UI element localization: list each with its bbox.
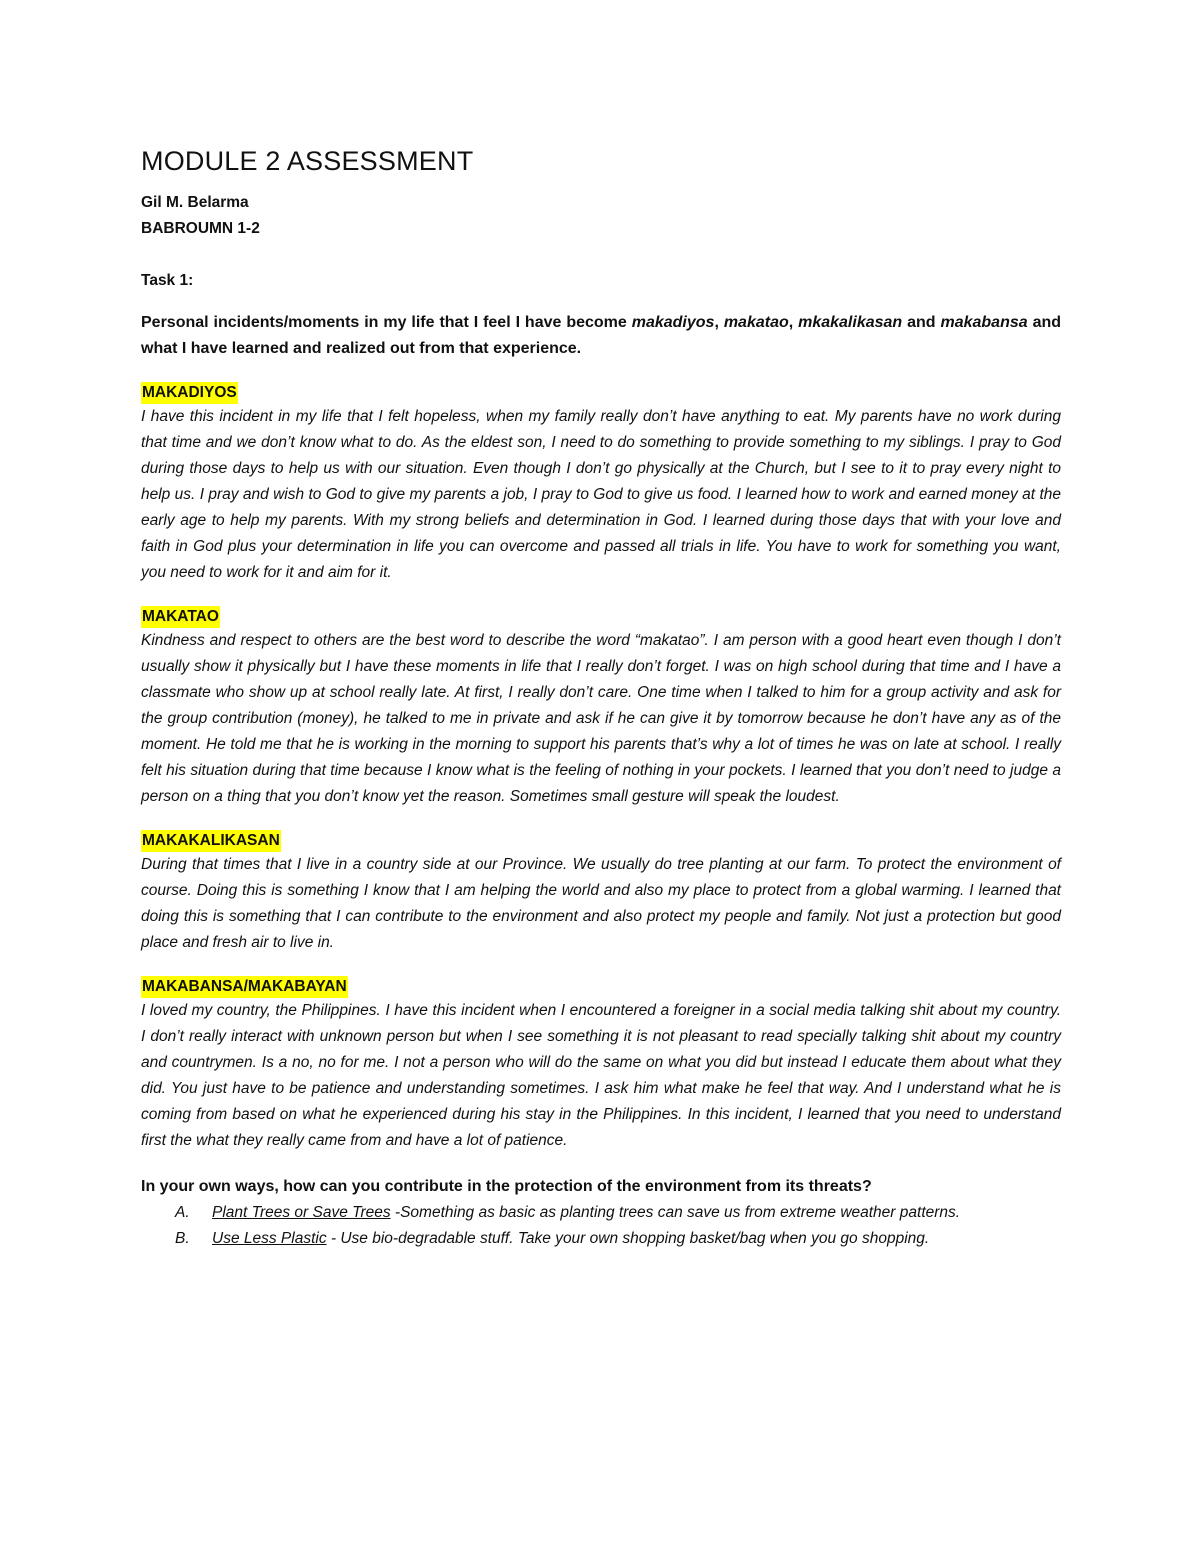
author-name: Gil M. Belarma — [141, 194, 249, 211]
document-title: MODULE 2 ASSESSMENT — [141, 146, 474, 176]
answer-text: -Something as basic as planting trees can save us from extreme weather patterns. — [390, 1204, 961, 1221]
section-heading: MAKADIYOS — [141, 382, 238, 404]
prompt-text: Personal incidents/moments in my life that I feel I have become — [141, 314, 632, 331]
keyword-makabansa: makabansa — [940, 314, 1028, 331]
prompt-text-end: and what I have learned and realized out from that experience. — [141, 314, 1062, 357]
section-body: During that times that I live in a country side at our Province. We usually do tree planting at our farm. To protect the environment of course. Doing this is something I know that I am helping the world and also my place to protect from a global warming. I learned that doing this is something that I can contribute to the environment and also protect my people and family. Not just a protection but good place and fresh air to live in. — [141, 856, 1061, 951]
keyword-makatao: makatao — [723, 314, 789, 331]
answer-letter: B. — [175, 1230, 190, 1247]
section-heading: MAKABANSA/MAKABAYAN — [141, 976, 348, 998]
answer-term: Use Less Plastic — [212, 1230, 327, 1247]
answer-letter: A. — [175, 1204, 190, 1221]
section-makatao — [141, 606, 1061, 810]
section-heading: MAKAKALIKASAN — [141, 830, 281, 852]
section-code: BABROUMN 1-2 — [141, 220, 260, 237]
section-makakalikasan — [141, 830, 1061, 956]
section-body: Kindness and respect to others are the best word to describe the word “makatao”. I am person with a good heart even though I don’t usually show it physically but I have these moments in life that I really don’t forget. I was on high school during that time and I have a classmate who show up at school really late. At first, I really don’t care. One time when I talked to him for a group activity and ask for the group contribution (money), he talked to me in private and ask if he can give it by tomorrow because he don’t have any as of the moment. He told me that he is working in the morning to support his parents that’s why a lot of times he was on late at school. I really felt his situation during that time because I know what is the feeling of nothing in your pockets. I learned that you don’t need to judge a person on a thing that you don’t know yet the reason. Sometimes small gesture will speak the loudest. — [141, 632, 1061, 805]
section-body: I loved my country, the Philippines. I have this incident when I encountered a foreigner in a social media talking shit about my country. I don’t really interact with unknown person but when I see something it is not pleasant to read specially talking shit about my country and countrymen. Is a no, no for me. I not a person who will do the same on what you did but instead I educate them about what they did. You just have to be patience and understanding sometimes. I ask him what make he feel that way. And I understand what he is coming from based on what he experienced during his stay in the Philippines. In this incident, I learned that you need to understand first the what they really came from and have a lot of patience. — [141, 1002, 1061, 1149]
answer-item — [141, 1200, 1061, 1226]
keyword-makadiyos: makadiyos — [631, 314, 715, 331]
task-label: Task 1: — [141, 272, 194, 289]
keyword-mkakalikasan: mkakalikasan — [798, 314, 903, 331]
environment-question: In your own ways, how can you contribute in the protection of the environment from its threats? — [141, 1178, 872, 1195]
answer-list — [141, 1200, 1061, 1252]
section-heading: MAKATAO — [141, 606, 220, 628]
answer-text: - Use bio-degradable stuff. Take your own shopping basket/bag when you go shopping. — [326, 1230, 930, 1247]
section-makabansa — [141, 976, 1061, 1154]
prompt-separator: , — [714, 314, 724, 331]
prompt-separator: and — [902, 314, 941, 331]
prompt-separator: , — [788, 314, 799, 331]
task-prompt — [141, 310, 1061, 362]
document-content — [141, 144, 1061, 1252]
section-makadiyos — [141, 382, 1061, 586]
answer-term: Plant Trees or Save Trees — [212, 1204, 391, 1221]
answer-item — [141, 1226, 1061, 1252]
section-body: I have this incident in my life that I felt hopeless, when my family really don’t have anything to eat. My parents have no work during that time and we don’t know what to do. As the eldest son, I need to do something to provide something to my siblings. I pray to God during those days to help us with our situation. Even though I don’t go physically at the Church, but I see to it to pray every night to help us. I pray and wish to God to give my parents a job, I pray to God to give us food. I learned how to work and earned money at the early age to help my parents. With my strong beliefs and determination in God. I learned during those days that with your love and faith in God plus your determination in life you can overcome and passed all trials in life. You have to work for something you want, you need to work for it and aim for it. — [141, 408, 1061, 581]
